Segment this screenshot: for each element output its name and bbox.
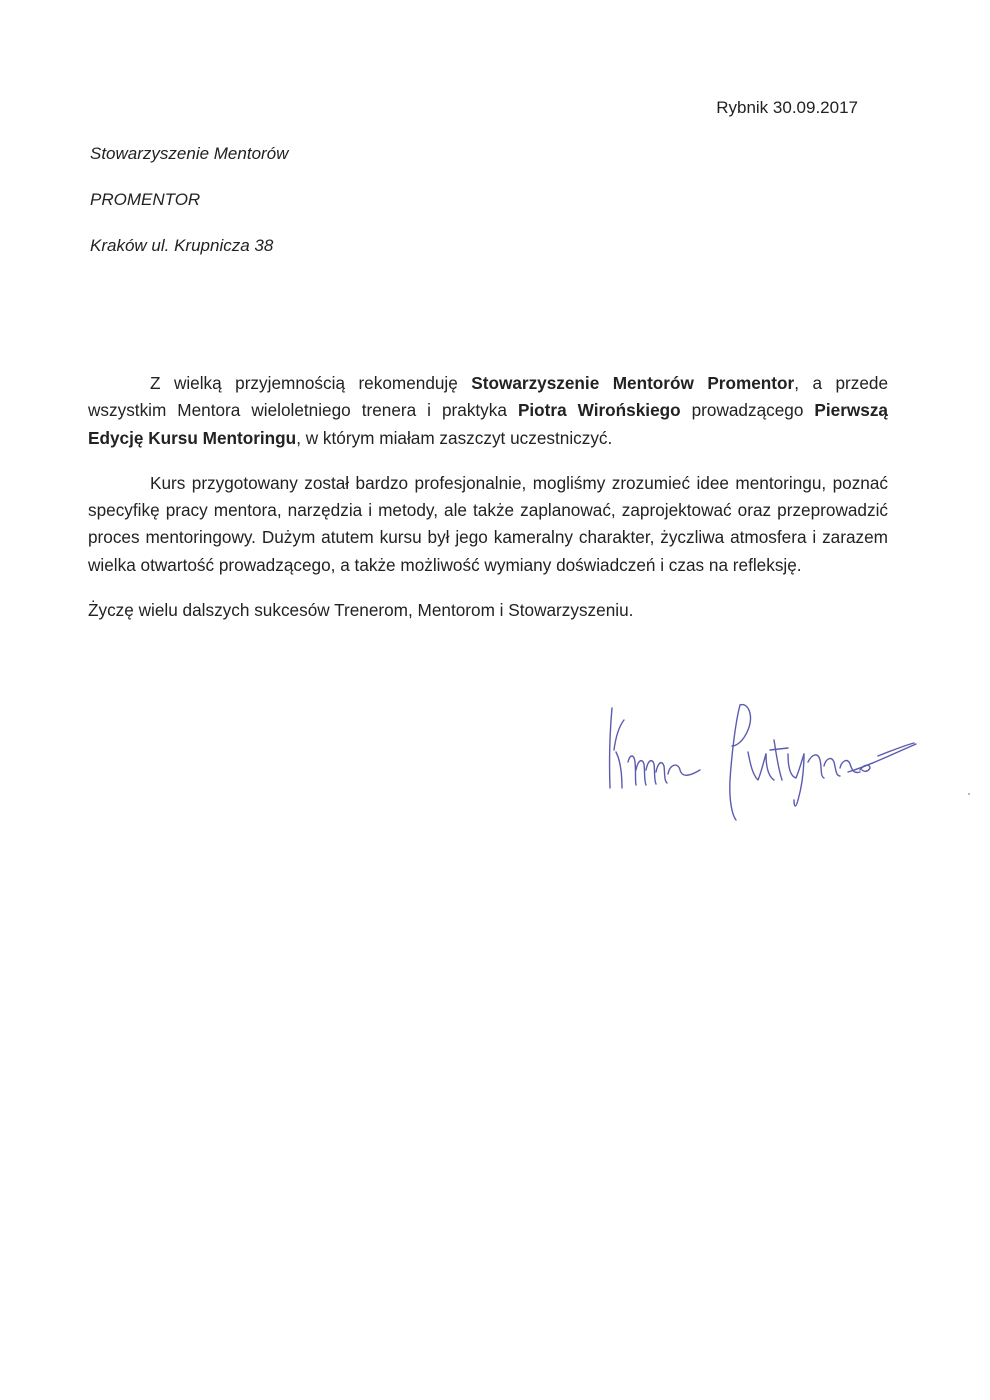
- paragraph-course-description: Kurs przygotowany został bardzo profesjonalnie, mogliśmy zrozumieć idee mentoringu, poznać specyfikę pracy mentora, narzędzia i metody, ale także zaplanować, zaprojektować oraz przeprowadzić proces mentoringowy. Dużym atutem kursu był jego kameralny charakter, życzliwa atmosfera i zarazem wielka otwartość prowadzącego, a także możliwość wymiany doświadczeń i czas na refleksję.: [88, 472, 888, 575]
- text-segment: , w którym miałam zaszczyt uczestniczyć.: [296, 427, 613, 448]
- bold-course-name: Pierwszą Edycję Kursu Mentoringu: [88, 400, 888, 448]
- addressee-address: Kraków ul. Krupnicza 38: [90, 236, 274, 255]
- bold-mentor-name: Piotra Wirońskiego: [517, 400, 681, 421]
- paragraph-recommendation: [88, 370, 888, 452]
- letter-body: [88, 370, 888, 642]
- scan-artifact: [968, 793, 970, 795]
- bold-organization: Stowarzyszenie Mentorów Promentor: [471, 373, 795, 393]
- paragraph-closing: Życzę wielu dalszych sukcesów Trenerom, Mentorom i Stowarzyszeniu.: [88, 600, 634, 621]
- addressee-organization: Stowarzyszenie Mentorów: [90, 144, 289, 163]
- text-segment: , a przede wszystkim Mentora wieloletniego trenera i praktyka: [88, 373, 888, 421]
- text-segment: Z wielką przyjemnością rekomenduję: [150, 373, 472, 393]
- addressee-block: [90, 144, 288, 282]
- handwritten-signature-icon: [598, 690, 928, 830]
- addressee-name: PROMENTOR: [90, 190, 201, 209]
- place-date: Rybnik 30.09.2017: [716, 98, 858, 117]
- text-segment: prowadzącego: [680, 400, 815, 421]
